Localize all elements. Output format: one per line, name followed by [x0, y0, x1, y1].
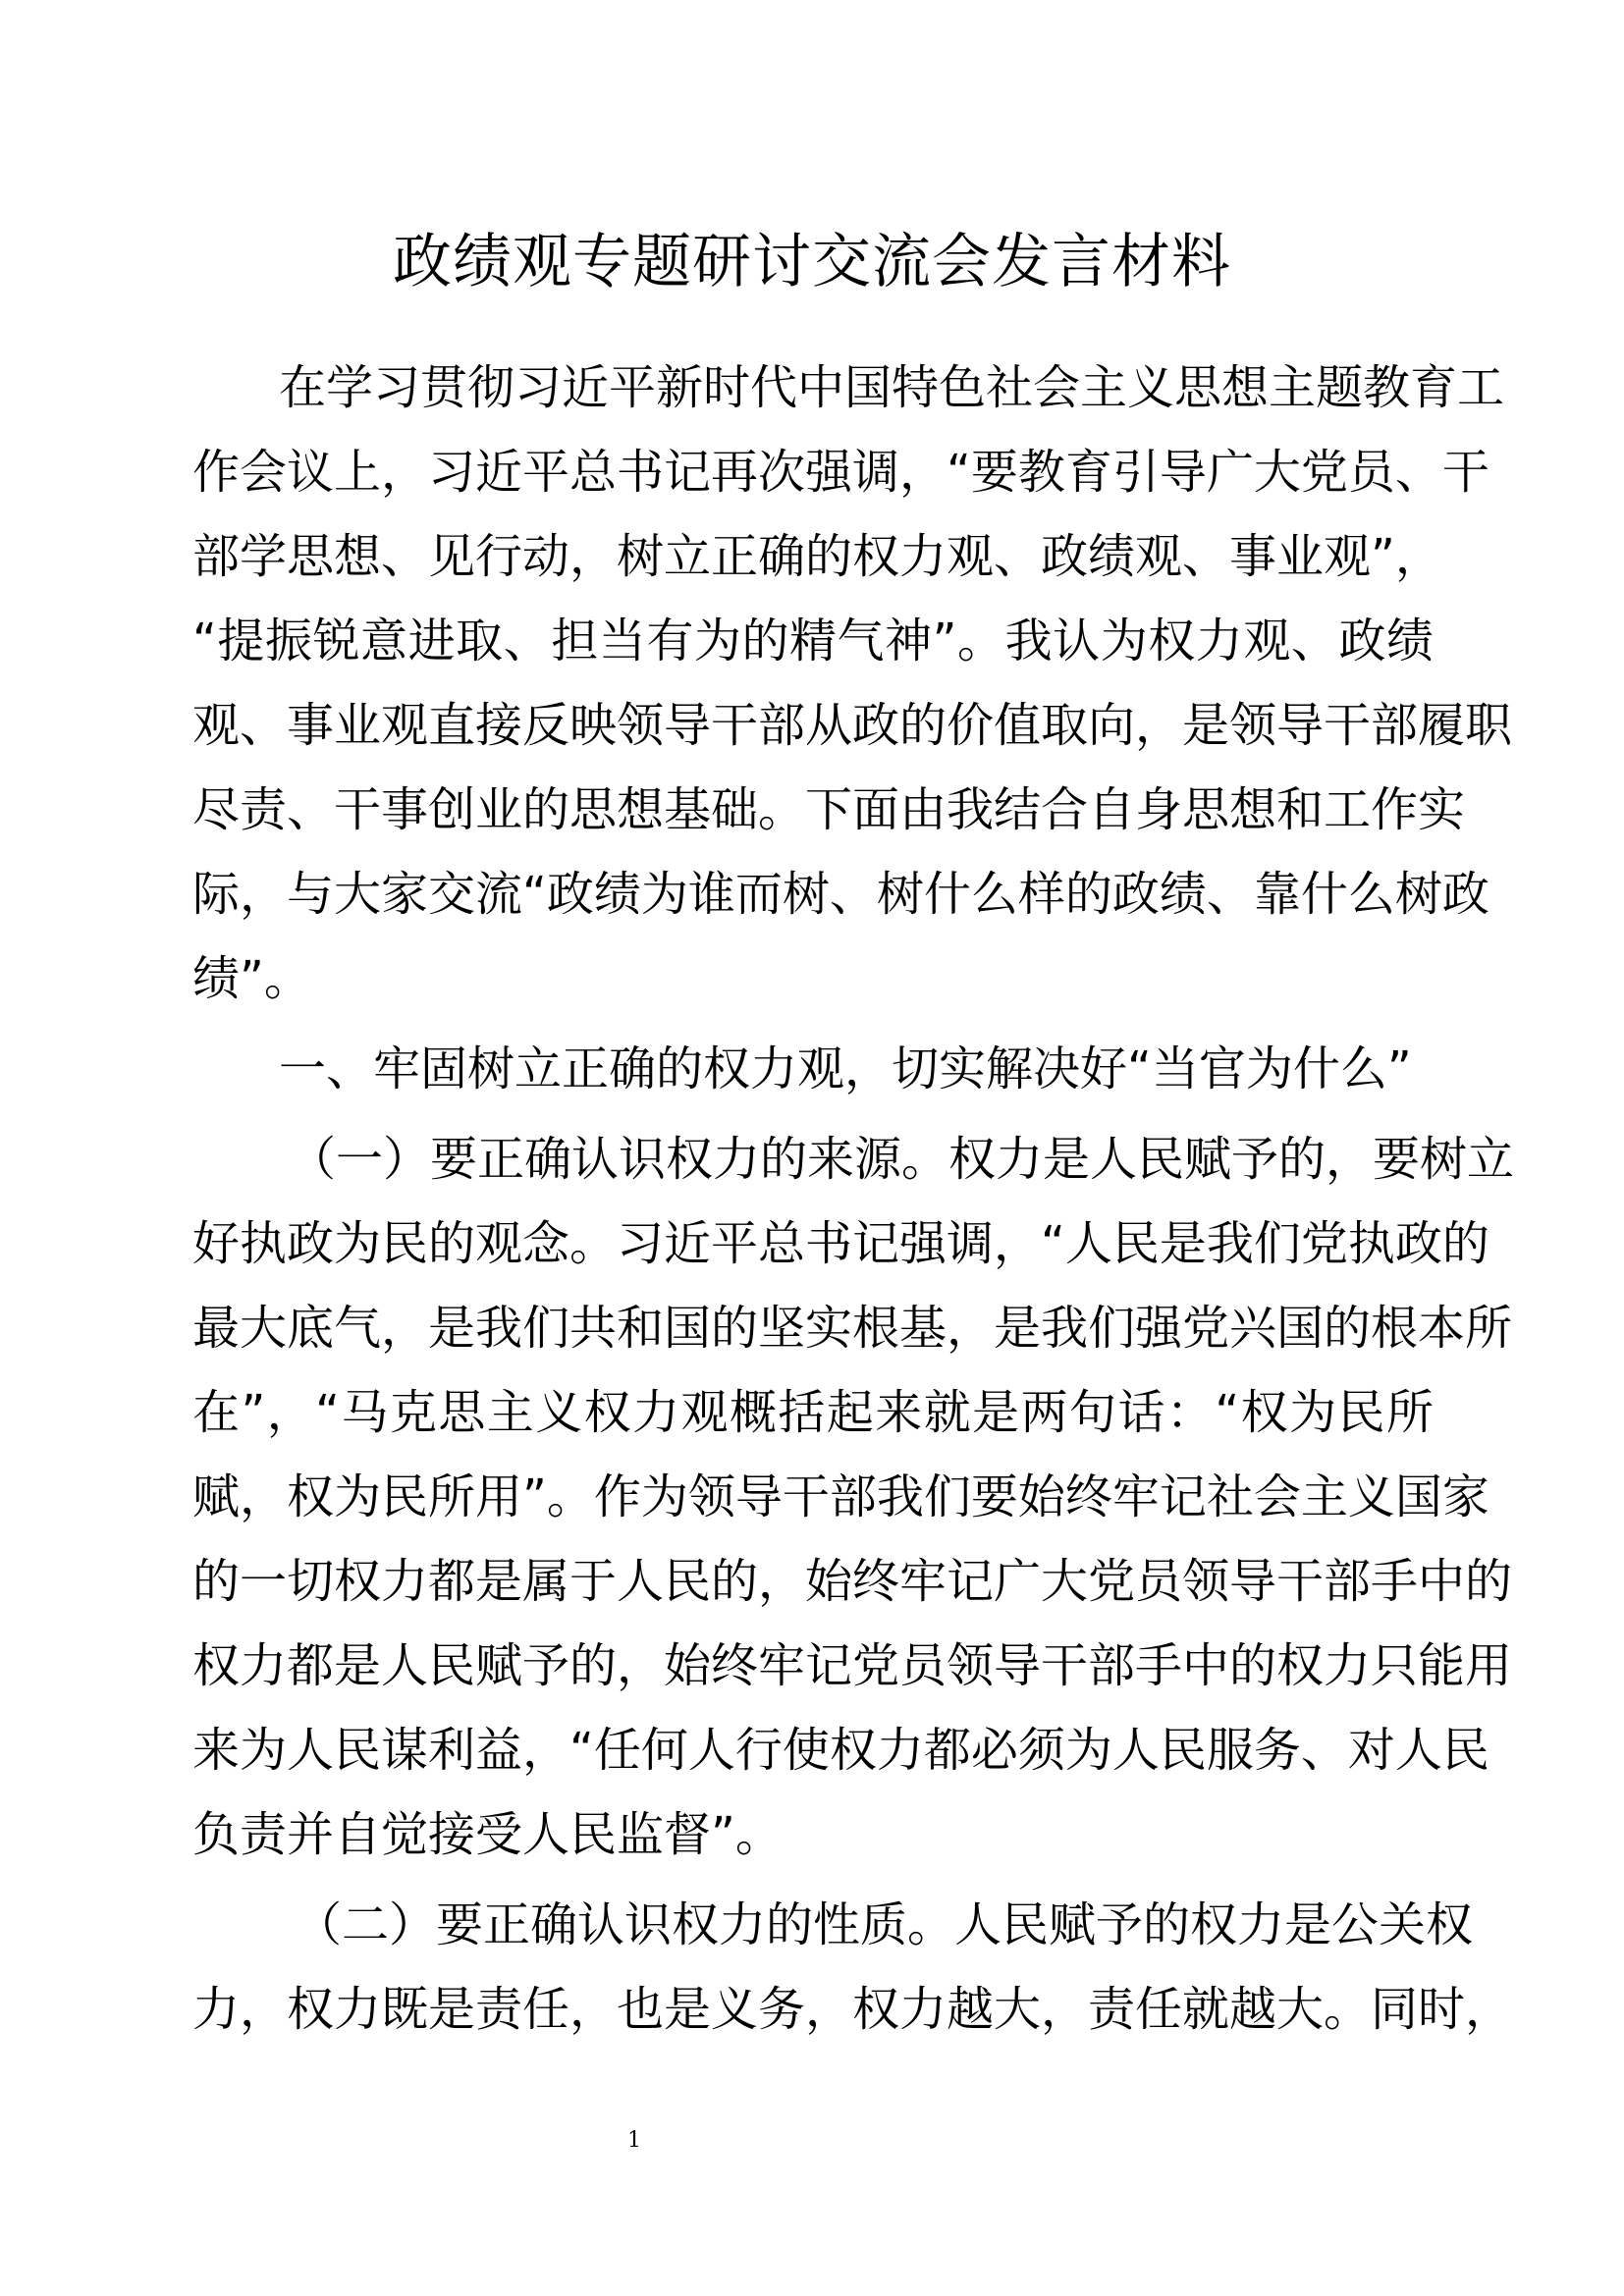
section-heading-line: 一、牢固树立正确的权力观，切实解决好“当官为什么” [279, 1041, 1412, 1096]
paragraph-subsection-2 [192, 1883, 1513, 2052]
paragraph-line: 权力都是人民赋予的，始终牢记党员领导干部手中的权力只能用 [192, 1638, 1513, 1693]
paragraph-line: 观、事业观直接反映领导干部从政的价值取向，是领导干部履职 [192, 698, 1513, 753]
paragraph-line: 绩”。 [192, 951, 311, 1006]
paragraph-line: 负责并自觉接受人民监督”。 [192, 1807, 783, 1862]
section-heading-1 [192, 1027, 1434, 1111]
paragraph-subsection-1 [192, 1117, 1515, 1877]
paragraph-line: “提振锐意进取、担当有为的精气神”。我认为权力观、政绩 [192, 614, 1434, 668]
paragraph-line: 际，与大家交流“政绩为谁而树、树什么样的政绩、靠什么树政 [192, 867, 1489, 922]
document-title: 政绩观专题研讨交流会发言材料 [393, 228, 1231, 296]
paragraph-line: 力，权力既是责任，也是义务，权力越大，责任就越大。同时， [192, 1982, 1513, 2037]
paragraph-line: 的一切权力都是属于人民的，始终牢记广大党员领导干部手中的 [192, 1554, 1513, 1609]
document-body [192, 346, 1515, 2052]
paragraph-line: （一）要正确认识权力的来源。权力是人民赋予的，要树立 [289, 1132, 1515, 1187]
paragraph-line: 作会议上，习近平总书记再次强调，“要教育引导广大党员、干 [192, 445, 1489, 500]
paragraph-line: 尽责、干事创业的思想基础。下面由我结合自身思想和工作实 [192, 782, 1466, 837]
paragraph-line: 来为人民谋利益，“任何人行使权力都必须为人民服务、对人民 [192, 1723, 1489, 1778]
paragraph-line: （二）要正确认识权力的性质。人民赋予的权力是公关权 [295, 1897, 1474, 1952]
paragraph-line: 最大底气，是我们共和国的坚实根基，是我们强党兴国的根本所 [192, 1301, 1513, 1356]
paragraph-line: 好执政为民的观念。习近平总书记强调，“人民是我们党执政的 [192, 1216, 1489, 1271]
paragraph-intro [192, 346, 1513, 1021]
paragraph-line: 部学思想、见行动，树立正确的权力观、政绩观、事业观”， [192, 529, 1442, 584]
paragraph-line: 赋，权为民所用”。作为领导干部我们要始终牢记社会主义国家 [192, 1469, 1489, 1524]
paragraph-line: 在学习贯彻习近平新时代中国特色社会主义思想主题教育工 [279, 360, 1505, 415]
page-number: 1 [627, 2128, 641, 2153]
paragraph-line: 在”，“马克思主义权力观概括起来就是两句话：“权为民所 [192, 1385, 1434, 1440]
